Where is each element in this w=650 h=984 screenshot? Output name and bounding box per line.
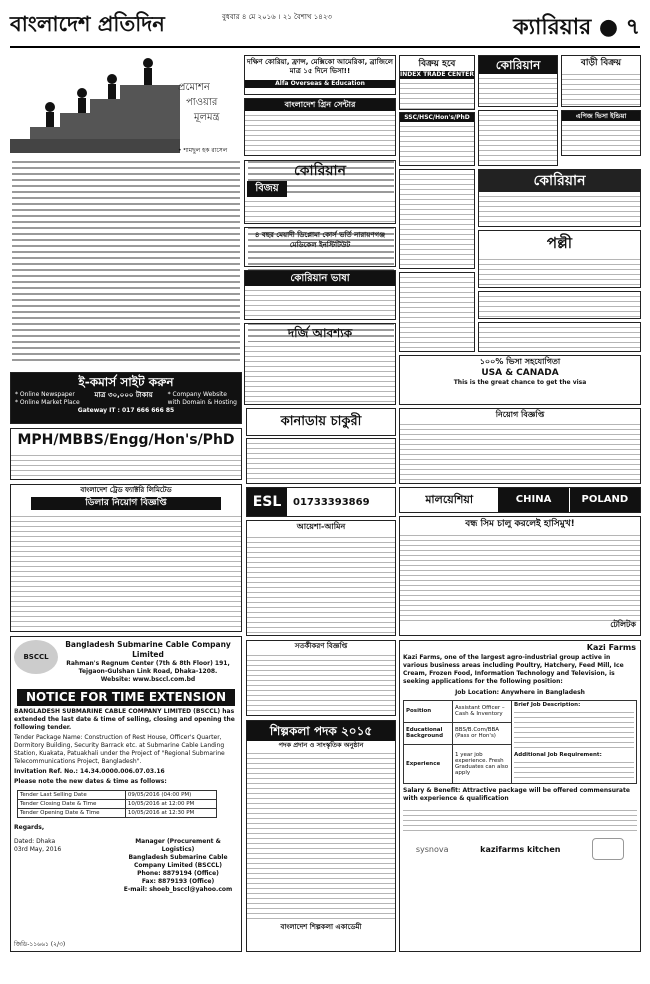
row-label: Tender Opening Date & Time [18,809,126,818]
ssc-ad [399,112,475,166]
bsccl-body: BANGLADESH SUBMARINE CABLE COMPANY LIMITED (BSCCL) has extended the last date & time of selling, closing and opening the following tender. [14,708,235,731]
small-classifieds-1 [478,110,558,166]
appointment-title: নিয়োগ বিজ্ঞপ্তি [495,410,545,419]
mph-title: MPH/MBBS/Engg/Hon's/PhD [17,432,235,448]
bsccl-dated: Dated: Dhaka [14,838,56,845]
kazi-location: Job Location: Anywhere in Bangladesh [455,689,585,696]
pollii-title: পল্লী [546,234,573,252]
partner-logo [592,838,624,860]
ecom-line-market: * Online Market Place [15,399,80,406]
row-value: 10/05/2016 at 12:30 PM [125,809,216,818]
sysnova-logo: sysnova [415,844,449,854]
row-value: 09/05/2016 (04:00 PM) [125,791,216,800]
bsccl-address: Rahman's Regnum Center (7th & 8th Floor) 191, Tejgaon-Gulshan Link Road, Dhaka-1208. [66,660,230,675]
korean-ad-1-title: কোরিয়ান [479,56,557,74]
tailor-wanted-ad [244,323,396,405]
bsccl-code: জিডি-১১৬৬১ (২/৩) [14,941,66,948]
alfa-overseas-name: Alfa Overseas & Education [245,80,395,88]
brief-label: Brief Job Description: [514,702,581,708]
bsccl-notice [10,636,242,952]
ecommerce-title: ই-কমার্স সাইট করুন [78,375,174,389]
ecom-line-newspaper: * Online Newspaper [15,391,75,398]
teletalk-brand: টেলিটক [610,620,636,629]
dealer-title: ডিলার নিয়োগ বিজ্ঞপ্তি [31,497,221,510]
tender-dates-table [17,790,217,818]
kazi-salary: Salary & Benefit: Attractive package will be offered commensurate with experience & qualification [403,787,630,802]
ecom-line-domain: with Domain & Hosting [167,399,237,406]
canada-jobs-title: কানাডায় চাকুরী [280,414,362,429]
kazi-intro: Kazi Farms, one of the largest agro-industrial group active in various business areas including Poultry, Hatchery, Feed Mill, Ice Cream, Frozen Food, Information Technology and Television, is seeking applications for the following position: [403,654,624,685]
korean-ad-3-title: কোরিয়ান [479,170,640,192]
bijoy-label: বিজয় [247,181,287,197]
malaysia-china-poland-ad [399,487,641,513]
table-row [18,791,217,800]
additional-label: Additional Job Requirement: [514,752,602,758]
time-extension-title: NOTICE FOR TIME EXTENSION [17,689,235,706]
small-classifieds-5 [478,322,641,352]
korean-ad-3 [478,169,641,227]
bsccl-invitation-ref: Invitation Ref. No.: 14.34.0000.006.07.03.16 [14,768,165,775]
bsccl-regards: Regards, [14,824,45,831]
kazi-farms-ad [399,640,641,952]
masthead-title: বাংলাদেশ প্রতিদিন [10,11,165,36]
india-visa-ad [561,110,641,156]
index-trade-ad [399,55,475,110]
small-classifieds-3 [399,272,475,352]
table-row [404,701,637,723]
diploma-ad [244,227,396,267]
row-label: Tender Closing Date & Time [18,800,126,809]
house-sale-title: বাড়ী বিক্রয় [580,58,622,68]
small-classifieds-4 [478,291,641,319]
malaysia-title: মালয়েশিয়া [425,493,474,506]
ecommerce-ad [10,372,242,424]
bsccl-tender-package: Tender Package Name: Construction of Rest House, Officer's Quarter, Dormitory Building, Security Barrack etc. at Submarine Cable Landing Station, Kuakata, Patuakhali under the Project of "Regional Submarine Telecommunications Project, Bangladesh". [14,734,225,765]
poland-title: POLAND [569,488,640,512]
table-row [18,800,217,809]
ssc-title: SSC/HSC/Hon's/PhD [400,113,474,122]
korean-ad-1 [478,55,558,107]
korea-visa-ad [244,55,396,95]
dealer-notice [10,484,242,632]
ecom-price: মাত্র ৩০,০০০ টাকায় [94,391,153,399]
index-trade-name: INDEX TRADE CENTER [400,71,474,78]
teletalk-headline: বন্ধ সিম চালু করলেই হাসিমুখ! [465,519,575,529]
small-classifieds-2 [399,169,475,269]
feature-headline [178,80,242,125]
shilpakala-subtitle: পদক প্রদান ও সাংস্কৃতিক অনুষ্ঠান [278,741,364,749]
table-row [18,809,217,818]
pollii-ad [478,230,641,288]
gateway-contact: Gateway IT : 017 666 666 85 [77,407,175,414]
sale-title: বিক্রয় হবে [418,59,456,69]
bsccl-date: 03rd May, 2016 [14,846,62,853]
visa-chance-text: This is the great chance to get the visa [453,379,587,386]
aesha-amin-ad [246,520,396,636]
appointment-notice [399,408,641,484]
kazi-kitchen-logo: kazifarms kitchen [480,844,561,854]
feature-title-line-3: মূলমন্ত্র [194,112,220,123]
bsccl-sign-email: E-mail: shoeb_bsccl@yahoo.com [123,886,233,893]
education-label: Educational Background [404,722,453,744]
esl-logo: ESL [247,488,287,516]
bsccl-website: Website: www.bsccl.com.bd [100,676,196,683]
green-center-ad [244,98,396,156]
canada-jobs-body [246,438,396,484]
bsccl-please-note: Please note the new dates & time as follows: [14,778,167,785]
visa-usa-canada-ad [399,355,641,405]
visa-assistance-title: ১০০% ভিসা সহযোগিতা [479,357,561,366]
experience-label: Experience [404,744,453,783]
bsccl-org-name: Bangladesh Submarine Cable Company Limited [65,640,231,659]
ecom-line-company: * Company Website [167,391,227,398]
section-title: ক্যারিয়ার ● ৭ [513,15,640,40]
korean-language-ad [244,270,396,320]
feature-byline: • শামছুল হক রাসেল [178,147,228,154]
korean-language-title: কোরিয়ান ভাষা [245,271,395,286]
education-value: BBS/B.Com/BBA (Pass or Hon's) [453,722,512,744]
bsccl-logo: BSCCL [14,640,58,674]
tailor-wanted-title: দর্জি আবশ্যক [287,326,353,340]
canada-jobs-ad [246,408,396,436]
trade-company-name: বাংলাদেশ ট্রেড ফ্যাক্টরি লিমিটেড [80,486,172,494]
position-value: Assistant Officer – Cash & Inventory [453,701,512,723]
feature-title-line-1: প্রমোশন [178,82,210,93]
feature-title-line-2: পাওয়ার [186,97,218,108]
green-center-title: বাংলাদেশ গ্রিন সেন্টার [245,99,395,111]
shilpakala-title: শিল্পকলা পদক ২০১৫ [247,721,395,741]
esl-phone: 01733393869 [293,496,370,508]
china-title: CHINA [498,488,568,512]
korean-bijoy-ad [244,160,396,224]
korea-visa-text: দক্ষিণ কোরিয়া, ফ্রান্স, মেক্সিকো আমেরিকা, ব্রাজিলে মাত্র ১৫ দিনে ভিসা!! [247,58,393,75]
esl-ad [246,487,396,517]
bsccl-sign-fax: Fax: 8879193 (Office) [141,878,215,885]
bsccl-sign-title: Manager (Procurement & Logistics) [135,838,221,853]
bsccl-sign-org: Bangladesh Submarine Cable Company Limited (BSCCL) [128,854,228,869]
teletalk-ad [399,516,641,636]
warning-notice-title: সতর্কীকরণ বিজ্ঞপ্তি [294,642,348,650]
row-label: Tender Last Selling Date [18,791,126,800]
diploma-title: ৪ বছর মেয়াদী ডিপ্লোমা কোর্স ভর্তি নারায়ণগঞ্জ মেডিকেল ইনস্টিটিউট [254,231,386,249]
kazi-brand: Kazi Farms [586,643,636,652]
india-visa-title: এপিজ ভিসা ইন্ডিয়া [562,111,640,121]
masthead [10,6,640,48]
warning-notice [246,640,396,716]
mph-ad [10,428,242,480]
masthead-date: বুধবার ৪ মে ২০১৬ । ২১ বৈশাখ ১৪২৩ [222,13,332,21]
feature-body-text [10,157,242,369]
aesha-amin-title: আয়েশা-আমিন [296,522,346,531]
shilpakala-org: বাংলাদেশ শিল্পকলা একাডেমী [280,923,362,931]
korean-ad-2-title: কোরিয়ান [294,163,346,179]
kazi-job-table [403,700,637,784]
experience-value: 1 year job experience. Fresh Graduates can also apply [453,744,512,783]
house-sale-ad [561,55,641,107]
position-label: Position [404,701,453,723]
row-value: 10/05/2016 at 12:00 PM [125,800,216,809]
shilpakala-ad [246,720,396,952]
usa-canada-title: USA & CANADA [481,368,559,378]
bsccl-sign-phone: Phone: 8879194 (Office) [137,870,219,877]
